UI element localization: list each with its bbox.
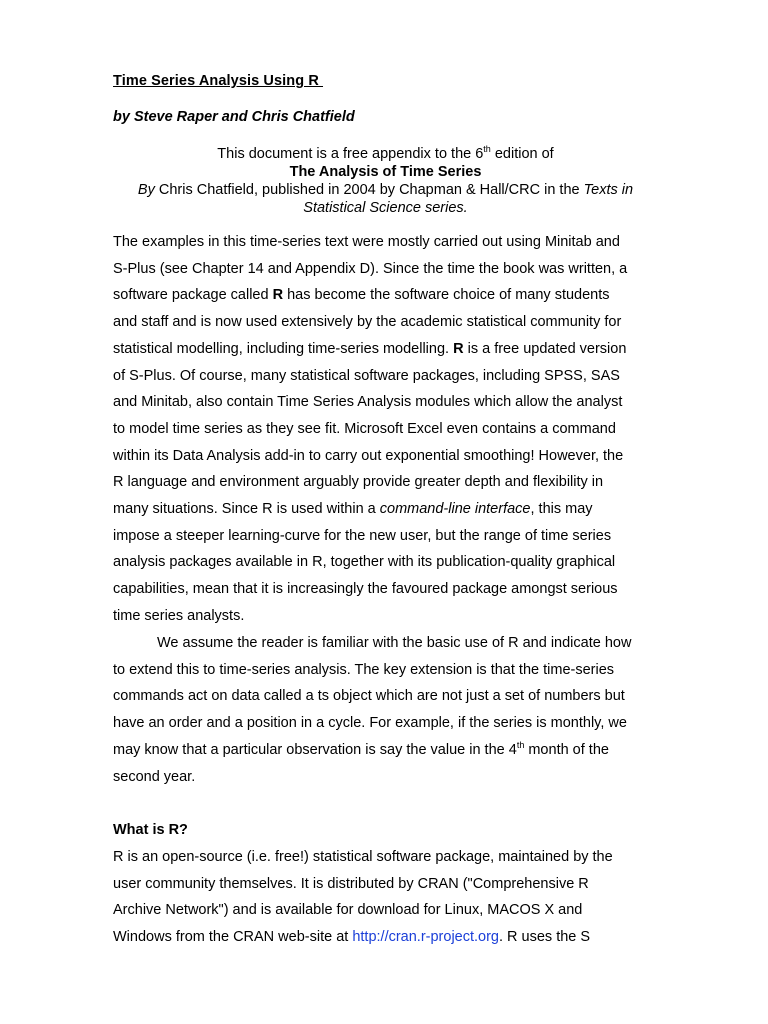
intro-line-1: This document is a free appendix to the 6th edition of bbox=[217, 144, 554, 162]
intro-line-3: By Chris Chatfield, published in 2004 by Chapman & Hall/CRC in the Texts in bbox=[137, 182, 634, 198]
cran-link[interactable]: http://cran.r-project.org bbox=[352, 929, 499, 946]
intro-line-4: Statistical Science series. bbox=[303, 200, 468, 216]
byline: by Steve Raper and Chris Chatfield bbox=[113, 109, 355, 125]
paragraph-2: We assume the reader is familiar with the basic use of R and indicate how to extend this to time-series analysis. The key extension is that the time-series commands act on data called a ts object which are not just a set of numbers but have an order and a position in a cycle. For example, if the series is monthly, we may know that a particular observation is say the value in the 4th month of the second year. bbox=[113, 635, 632, 785]
paragraph-1: The examples in this time-series text were mostly carried out using Minitab and S-Plus (see Chapter 14 and Appendix D). Since the time the book was written, a software package called R has become the software choice of many students and staff and is now used extensively by the academic statistical community for statistical modelling, including time-series modelling. R is a free updated version of S-Plus. Of course, many statistical software packages, including SPSS, SAS and Minitab, also contain Time Series Analysis modules which allow the analyst to model time series as they see fit. Microsoft Excel even contains a command within its Data Analysis add-in to carry out exponential smoothing! However, the R language and environment arguably provide greater depth and flexibility in many situations. Since R is used within a command-line interface, this may impose a steeper learning-curve for the new user, but the range of time series analysis packages available in R, together with its publication-quality graphical capabilities, mean that it is increasingly the favoured package amongst serious time series analysts. bbox=[113, 234, 628, 624]
superscript: th bbox=[516, 739, 525, 750]
section-heading: What is R? bbox=[113, 822, 188, 838]
paragraph-3: R is an open-source (i.e. free!) statistical software package, maintained by the user community themselves. It is distributed by CRAN ("Comprehensive R Archive Network") and is available for download for Linux, MACOS X and Windows from the CRAN web-site at http://cran.r-project.org. R uses the S bbox=[113, 849, 613, 946]
document-title: Time Series Analysis Using R bbox=[113, 73, 324, 89]
superscript: th bbox=[483, 144, 491, 155]
intro-block bbox=[113, 145, 658, 217]
book-title: The Analysis of Time Series bbox=[289, 164, 482, 180]
